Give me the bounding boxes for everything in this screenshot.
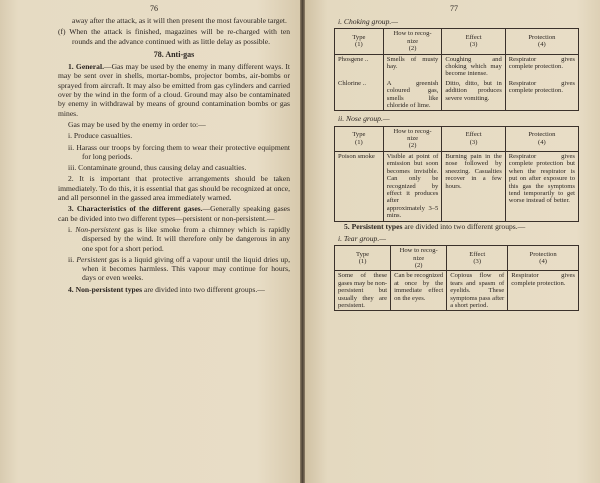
table-header-row [335, 246, 579, 271]
cell-effect: Ditto, ditto, but in addition produces severe vomiting. [442, 79, 505, 111]
cell-recognize: Visible at point of emission but soon becomes invisible. Can only be recognized by effect it produces after approximately 3–5 mins. [383, 151, 442, 221]
paragraph-persistent-types [334, 222, 579, 231]
list-item-non-persistent [58, 225, 290, 253]
list-item-persistent [58, 255, 290, 283]
header-effect: Effect (3) [442, 29, 505, 54]
header-protection: Protection (4) [505, 126, 578, 151]
cell-type: Phosgene .. [335, 54, 384, 79]
paragraph-characteristics [58, 204, 290, 223]
cell-recognize: A greenish coloured gas, smells like chloride of lime. [383, 79, 442, 111]
list-item: ii. Harass our troops by forcing them to wear their protective equipment for long periods. [68, 142, 290, 161]
cell-protection: Respirator gives complete protection. [505, 54, 578, 79]
paragraph-4-heading: 4. Non-persistent types [68, 284, 143, 294]
cell-effect: Burning pain in the nose followed by sneezing. Casualties recover in a few hours. [442, 151, 505, 221]
cell-protection: Respirator gives complete protection. [505, 79, 578, 111]
table-row [335, 151, 579, 221]
header-protection: Protection (4) [508, 246, 579, 271]
book-spine-gutter [300, 0, 305, 483]
cell-effect: Coughing and choking which may become intense. [442, 54, 505, 79]
list-number: i. [68, 224, 73, 234]
header-effect: Effect (3) [447, 246, 508, 271]
list-item: i. Produce casualties. [68, 131, 133, 141]
page-number-right: 77 [450, 4, 458, 13]
paragraph-2: 2. It is important that protective arrangements should be taken immediately. To do this, it is essential that gas should be recognized at once, and all personnel in the gassed area immediately warned. [58, 174, 290, 203]
right-page [304, 0, 600, 483]
header-type: Type (1) [335, 29, 384, 54]
choking-table [334, 28, 579, 111]
group-heading-tear: i. Tear group.— [338, 233, 386, 243]
paragraph-5-heading: 5. Persistent types [344, 221, 403, 231]
paragraph-general-heading: 1. General. [68, 62, 104, 72]
list-term: Persistent [76, 254, 107, 264]
cell-type: Some of these gases may be non-persistent but usually they are persistent. [335, 271, 391, 311]
paragraph-4-body: are divided into two different groups.— [142, 284, 265, 294]
tear-table [334, 245, 579, 311]
header-effect: Effect (3) [442, 126, 505, 151]
cell-type: Poison smoke [335, 151, 384, 221]
header-recognize: How to recog- nize (2) [383, 29, 442, 54]
intro-item-f: (f) When the attack is finished, magazines will be re-charged with ten rounds and the advance continued with as little delay as possible. [58, 27, 290, 46]
list-text: gas is a liquid giving off a vapour until the liquid dries up, when it becomes harmless. This vapour may continue for hours, days or even weeks. [82, 254, 290, 283]
cell-effect: Copious flow of tears and spasm of eyelids. These symptoms pass after a short period. [447, 271, 508, 311]
table-header-row [335, 126, 579, 151]
paragraph-general-intro: Gas may be used by the enemy in order to:— [68, 119, 206, 129]
cell-recognize: Can be recognized at once by the immediate effect on the eyes. [391, 271, 447, 311]
table-header-row [335, 29, 579, 54]
paragraph-5-body: are divided into two different groups.— [402, 221, 526, 231]
nose-table [334, 126, 579, 222]
table-row [335, 79, 579, 111]
paragraph-characteristics-body: —Generally speaking gases can be divided into two different types—persistent or non-persistent.— [58, 204, 290, 223]
intro-continuation: away after the attack, as it will then present the most favourable target. [72, 16, 287, 25]
paragraph-general [58, 62, 290, 118]
paragraph-characteristics-heading: 3. Characteristics of the different gases. [68, 204, 203, 214]
list-item: iii. Contaminate ground, thus causing delay and casualties. [68, 163, 247, 173]
page-number-left: 76 [150, 4, 158, 13]
list-number: ii. [68, 254, 75, 264]
paragraph-non-persistent-types [58, 285, 290, 294]
cell-type: Chlorine .. [335, 79, 384, 111]
header-recognize: How to recog- nize (2) [383, 126, 442, 151]
cell-recognize: Smells of musty hay. [383, 54, 442, 79]
list-term: Non-persistent [75, 224, 121, 234]
header-recognize: How to recog- nize (2) [391, 246, 447, 271]
section-title: 78. Anti-gas [153, 49, 195, 59]
left-page-text [58, 16, 290, 296]
cell-protection: Respirator gives complete protection. [508, 271, 579, 311]
table-row [335, 271, 579, 311]
group-heading-nose: ii. Nose group.— [338, 114, 390, 124]
right-page-text [334, 14, 579, 311]
list-text: gas is like smoke from a chimney which is rapidly dispersed by the wind. It will therefore only be dangerous in any one spot for a short period. [82, 224, 290, 253]
paragraph-general-body: —Gas may be used by the enemy in many different ways. It may be sent over in shells, mortar-bombs, projector bombs, air-bombs or sprayed from aircraft. It may also be emitted from gas cylinders and carried over by the wind in the form of a cloud. Ground may also be contaminated by enemy in withdrawal by means of ground contamination bombs or gas mines. [58, 62, 291, 118]
header-type: Type (1) [335, 246, 391, 271]
header-type: Type (1) [335, 126, 384, 151]
group-heading-choking: i. Choking group.— [338, 17, 399, 26]
header-protection: Protection (4) [505, 29, 578, 54]
cell-protection: Respirator gives complete protection but when the respirator is put on after exposure to this gas the symptoms tend temporarily to get worse instead of better. [505, 151, 578, 221]
table-row [335, 54, 579, 79]
